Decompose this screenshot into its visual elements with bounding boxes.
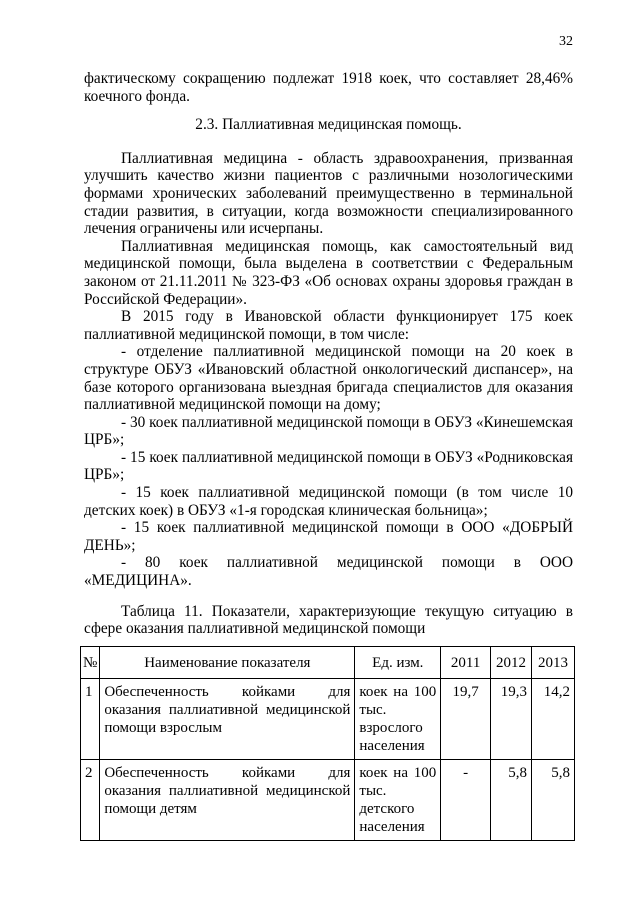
text-line: медицинской помощи, была выделена в соответствии с Федеральным (84, 255, 573, 273)
table-row (81, 679, 575, 760)
cell-line: взрослого (359, 720, 423, 736)
text-line: формами хронических заболеваний преимущественно в терминальной (84, 184, 573, 202)
header-year-2013: 2013 (532, 647, 575, 679)
text-line: «МЕДИЦИНА». (84, 572, 192, 590)
indicator-name (100, 760, 355, 841)
cell-line: коек на 100 (359, 765, 437, 781)
indicators-table (80, 646, 575, 841)
header-indicator-name: Наименование показателя (100, 647, 355, 679)
value-2011: - (441, 760, 491, 841)
text-line: В 2015 году в Ивановской области функционирует 175 коек (121, 308, 573, 326)
text-line: паллиативной медицинской помощи на дому; (84, 396, 381, 414)
text-line: - отделение паллиативной медицинской помощи на 20 коек в (121, 343, 573, 361)
text-line: лечения ограничены или исчерпаны. (84, 220, 324, 238)
document-body (84, 70, 573, 638)
text-line: ДЕНЬ»; (84, 536, 136, 554)
text-line: - 30 коек паллиативной медицинской помощи в ОБУЗ «Кинешемская (121, 413, 573, 431)
text-line: базе которого организована выездная бригада специалистов для оказания (84, 378, 573, 396)
header-number: № (81, 647, 100, 679)
text-line: фактическому сокращению подлежат 1918 коек, что составляет 28,46% (84, 70, 573, 87)
text-line: ЦРБ»; (84, 431, 125, 449)
value-2012: 5,8 (491, 760, 532, 841)
cell-line: оказания паллиативной медицинской (104, 702, 351, 718)
text-line: Паллиативная медицина - область здравоохранения, призванная (121, 149, 573, 167)
cell-line: Обеспеченность койками для (104, 684, 351, 700)
table-row (81, 760, 575, 841)
cell-line: оказания паллиативной медицинской (104, 783, 351, 799)
cell-line: помощи взрослым (104, 720, 222, 736)
indicator-name (100, 679, 355, 760)
value-2012: 19,3 (491, 679, 532, 760)
header-year-2011: 2011 (441, 647, 491, 679)
value-2013: 5,8 (532, 760, 575, 841)
section-heading: 2.3. Паллиативная медицинская помощь. (195, 116, 462, 134)
value-2011: 19,7 (441, 679, 491, 760)
list-item-rodniki (84, 449, 573, 484)
cell-line: детского (359, 801, 415, 817)
text-line: сфере оказания паллиативной медицинской помощи (84, 620, 426, 638)
text-line: Таблица 11. Показатели, характеризующие текущую ситуацию в (121, 602, 573, 620)
text-line: коечного фонда. (84, 87, 190, 105)
cell-line: помощи детям (104, 801, 197, 817)
cell-line: тыс. (359, 783, 387, 799)
text-line: стадии развития, в ситуации, когда возможности специализированного (84, 202, 573, 220)
paragraph-palliative-definition (84, 150, 573, 238)
text-line: паллиативной медицинской помощи, в том числе: (84, 325, 410, 343)
text-line: - 80 коек паллиативной медицинской помощи в ООО (121, 554, 573, 572)
text-line: детских коек) в ОБУЗ «1-я городская клиническая больница»; (84, 501, 488, 519)
row-number: 1 (81, 679, 100, 760)
unit-cell (355, 760, 441, 841)
value-2013: 14,2 (532, 679, 575, 760)
list-item-meditsina (84, 554, 573, 589)
row-number: 2 (81, 760, 100, 841)
paragraph-bed-reduction (84, 70, 573, 105)
paragraph-federal-law (84, 238, 573, 308)
cell-line: коек на 100 (359, 684, 437, 700)
cell-line: населения (359, 819, 425, 835)
page-number: 32 (559, 34, 573, 49)
unit-cell (355, 679, 441, 760)
text-line: законом от 21.11.2011 № 323-ФЗ «Об основах охраны здоровья граждан в (84, 272, 573, 290)
text-line: - 15 коек паллиативной медицинской помощи в ОБУЗ «Родниковская (121, 448, 573, 466)
cell-line: населения (359, 738, 425, 754)
header-year-2012: 2012 (491, 647, 532, 679)
text-line: ЦРБ»; (84, 466, 125, 484)
cell-line: Обеспеченность койками для (104, 765, 351, 781)
text-line: улучшить качество жизни пациентов с различными нозологическими (84, 167, 573, 185)
table-caption (84, 603, 573, 638)
text-line: - 15 коек паллиативной медицинской помощи (в том числе 10 (121, 484, 573, 502)
text-line: - 15 коек паллиативной медицинской помощи в ООО «ДОБРЫЙ (121, 519, 573, 537)
list-item-kineshma (84, 414, 573, 449)
cell-line: тыс. (359, 702, 387, 718)
paragraph-beds-2015 (84, 308, 573, 343)
text-line: Паллиативная медицинская помощь, как самостоятельный вид (121, 237, 573, 255)
list-item-city-hospital (84, 484, 573, 519)
header-unit: Ед. изм. (355, 647, 441, 679)
text-line: структуре ОБУЗ «Ивановский областной онкологический диспансер», на (84, 360, 573, 378)
list-item-oncology (84, 343, 573, 413)
table-header-row (81, 647, 575, 679)
list-item-dobry-den (84, 519, 573, 554)
text-line: Российской Федерации». (84, 290, 247, 308)
